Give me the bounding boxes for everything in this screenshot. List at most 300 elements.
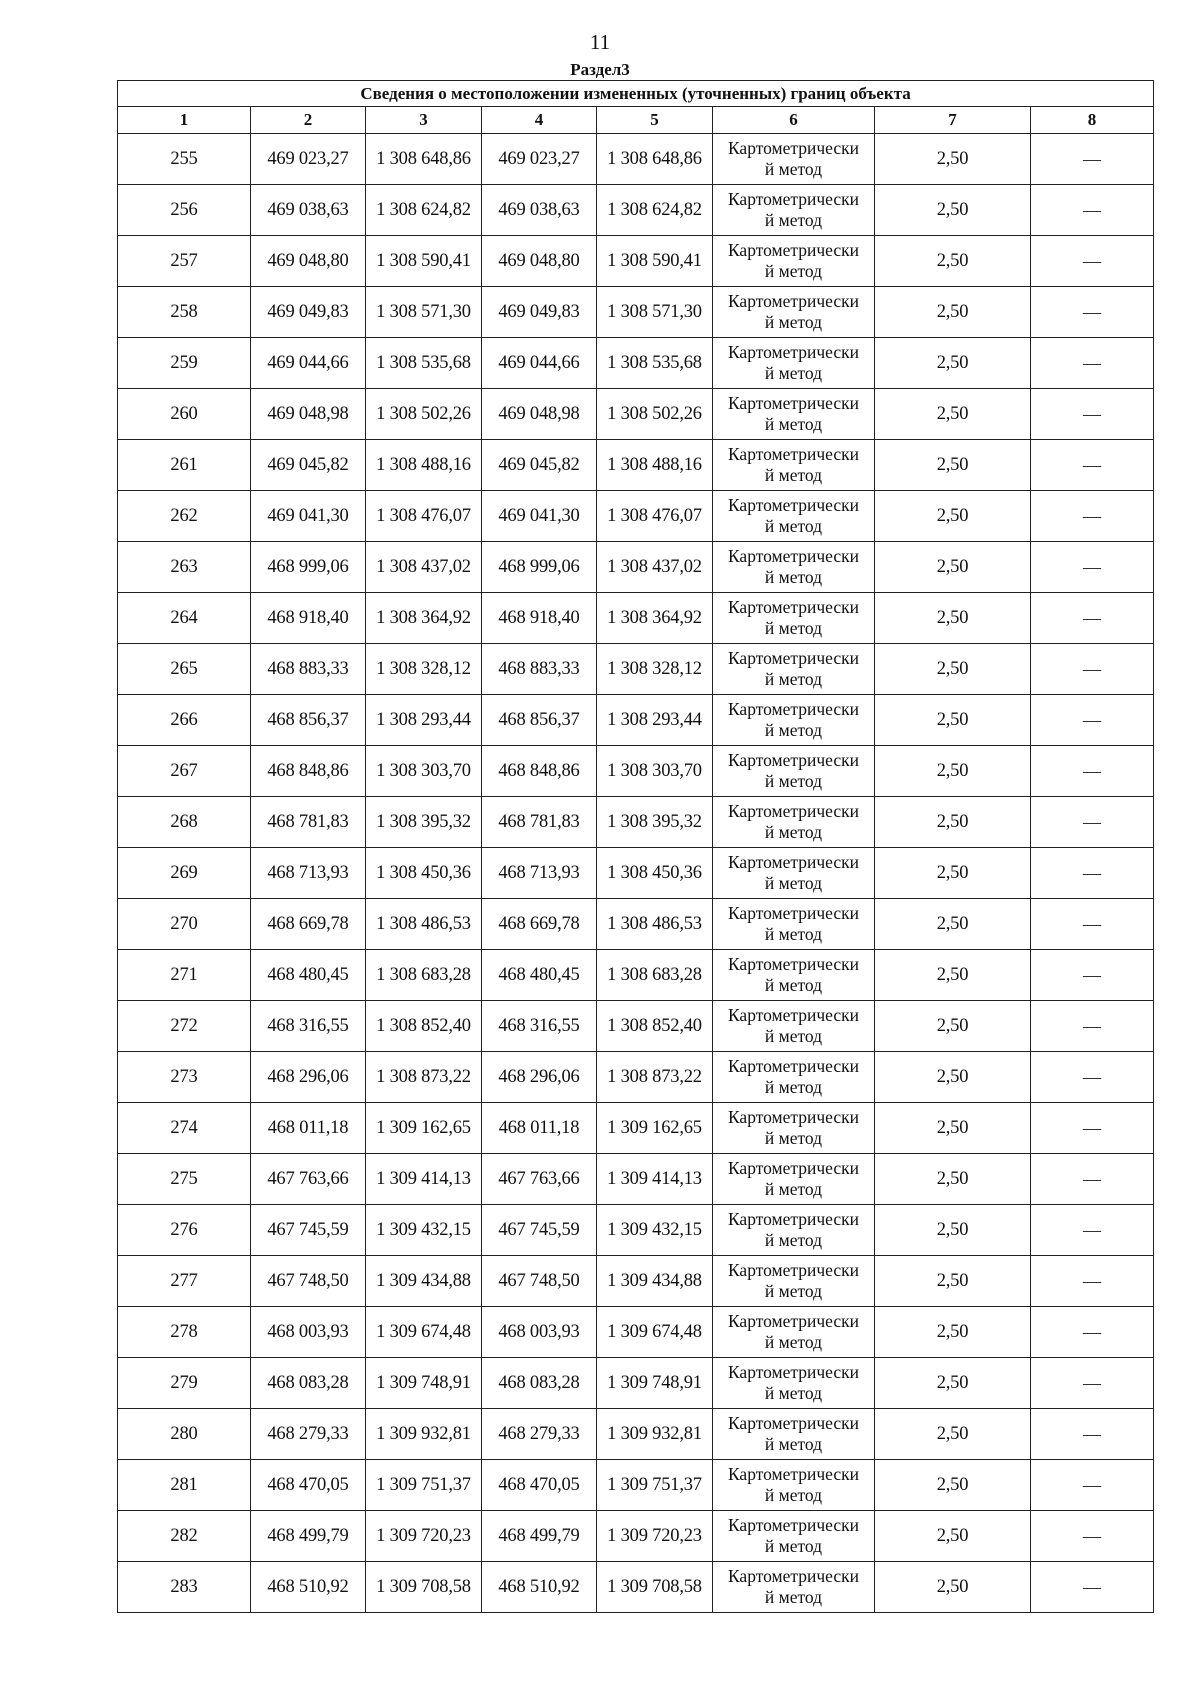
- y-existing-cell: 1 308 488,16: [366, 440, 482, 491]
- x-new-cell: 468 883,33: [482, 644, 597, 695]
- x-existing-cell: 468 510,92: [251, 1562, 366, 1613]
- method-line: й метод: [764, 975, 823, 995]
- table-row: [118, 287, 1154, 338]
- point-number-cell: 259: [118, 338, 251, 389]
- table-row: [118, 797, 1154, 848]
- accuracy-cell: 2,50: [875, 1154, 1031, 1205]
- method-line: Картометрически: [727, 546, 860, 566]
- description-cell: —: [1031, 491, 1154, 542]
- y-existing-cell: 1 309 162,65: [366, 1103, 482, 1154]
- method-line: Картометрически: [727, 495, 860, 515]
- method-line: й метод: [764, 1383, 823, 1403]
- y-existing-cell: 1 308 535,68: [366, 338, 482, 389]
- description-cell: —: [1031, 440, 1154, 491]
- method-line: Картометрически: [727, 903, 860, 923]
- method-cell: [713, 1154, 875, 1205]
- description-cell: —: [1031, 389, 1154, 440]
- method-cell: [713, 899, 875, 950]
- point-number-cell: 271: [118, 950, 251, 1001]
- x-new-cell: 468 499,79: [482, 1511, 597, 1562]
- table-row: [118, 491, 1154, 542]
- table-row: [118, 1205, 1154, 1256]
- y-new-cell: 1 308 873,22: [597, 1052, 713, 1103]
- y-existing-cell: 1 309 932,81: [366, 1409, 482, 1460]
- y-new-cell: 1 309 674,48: [597, 1307, 713, 1358]
- table-row: [118, 1460, 1154, 1511]
- method-line: й метод: [764, 1485, 823, 1505]
- column-number: 7: [875, 107, 1031, 134]
- x-existing-cell: 468 296,06: [251, 1052, 366, 1103]
- description-cell: —: [1031, 1052, 1154, 1103]
- description-cell: —: [1031, 1358, 1154, 1409]
- y-existing-cell: 1 308 571,30: [366, 287, 482, 338]
- x-existing-cell: 469 045,82: [251, 440, 366, 491]
- y-new-cell: 1 309 932,81: [597, 1409, 713, 1460]
- description-cell: —: [1031, 287, 1154, 338]
- accuracy-cell: 2,50: [875, 338, 1031, 389]
- y-new-cell: 1 308 488,16: [597, 440, 713, 491]
- method-cell: [713, 236, 875, 287]
- y-new-cell: 1 308 502,26: [597, 389, 713, 440]
- method-line: Картометрически: [727, 801, 860, 821]
- point-number-cell: 282: [118, 1511, 251, 1562]
- column-number: 4: [482, 107, 597, 134]
- column-number: 6: [713, 107, 875, 134]
- accuracy-cell: 2,50: [875, 593, 1031, 644]
- x-existing-cell: 469 048,80: [251, 236, 366, 287]
- accuracy-cell: 2,50: [875, 542, 1031, 593]
- y-new-cell: 1 308 571,30: [597, 287, 713, 338]
- accuracy-cell: 2,50: [875, 1511, 1031, 1562]
- y-new-cell: 1 309 432,15: [597, 1205, 713, 1256]
- method-line: й метод: [764, 924, 823, 944]
- accuracy-cell: 2,50: [875, 287, 1031, 338]
- description-cell: —: [1031, 1409, 1154, 1460]
- x-existing-cell: 469 044,66: [251, 338, 366, 389]
- x-existing-cell: 468 713,93: [251, 848, 366, 899]
- description-cell: —: [1031, 848, 1154, 899]
- x-existing-cell: 467 748,50: [251, 1256, 366, 1307]
- y-existing-cell: 1 308 624,82: [366, 185, 482, 236]
- method-line: Картометрически: [727, 1005, 860, 1025]
- accuracy-cell: 2,50: [875, 746, 1031, 797]
- y-new-cell: 1 308 293,44: [597, 695, 713, 746]
- method-line: й метод: [764, 669, 823, 689]
- method-line: й метод: [764, 720, 823, 740]
- point-number-cell: 262: [118, 491, 251, 542]
- method-line: Картометрически: [727, 1464, 860, 1484]
- method-cell: [713, 287, 875, 338]
- table-row: [118, 389, 1154, 440]
- method-line: Картометрически: [727, 1362, 860, 1382]
- method-line: й метод: [764, 312, 823, 332]
- method-line: Картометрически: [727, 342, 860, 362]
- table-row: [118, 1562, 1154, 1613]
- method-line: Картометрически: [727, 1107, 860, 1127]
- description-cell: —: [1031, 185, 1154, 236]
- method-cell: [713, 797, 875, 848]
- column-number: 2: [251, 107, 366, 134]
- coordinates-table: [117, 80, 1154, 1613]
- method-line: й метод: [764, 1434, 823, 1454]
- x-existing-cell: 468 781,83: [251, 797, 366, 848]
- column-number: 3: [366, 107, 482, 134]
- table-row: [118, 1307, 1154, 1358]
- accuracy-cell: 2,50: [875, 797, 1031, 848]
- description-cell: —: [1031, 695, 1154, 746]
- point-number-cell: 263: [118, 542, 251, 593]
- method-cell: [713, 542, 875, 593]
- accuracy-cell: 2,50: [875, 1409, 1031, 1460]
- point-number-cell: 261: [118, 440, 251, 491]
- table-body: [118, 134, 1154, 1613]
- method-cell: [713, 1358, 875, 1409]
- x-new-cell: 468 296,06: [482, 1052, 597, 1103]
- accuracy-cell: 2,50: [875, 1460, 1031, 1511]
- method-cell: [713, 491, 875, 542]
- y-existing-cell: 1 308 502,26: [366, 389, 482, 440]
- table-row: [118, 950, 1154, 1001]
- point-number-cell: 283: [118, 1562, 251, 1613]
- x-existing-cell: 468 856,37: [251, 695, 366, 746]
- method-line: й метод: [764, 261, 823, 281]
- description-cell: —: [1031, 899, 1154, 950]
- y-new-cell: 1 309 434,88: [597, 1256, 713, 1307]
- y-existing-cell: 1 309 434,88: [366, 1256, 482, 1307]
- method-cell: [713, 1001, 875, 1052]
- page-number: 11: [589, 30, 611, 54]
- y-new-cell: 1 308 486,53: [597, 899, 713, 950]
- method-cell: [713, 1460, 875, 1511]
- point-number-cell: 272: [118, 1001, 251, 1052]
- method-line: Картометрически: [727, 1056, 860, 1076]
- x-new-cell: 469 048,80: [482, 236, 597, 287]
- method-line: Картометрически: [727, 1311, 860, 1331]
- y-existing-cell: 1 308 303,70: [366, 746, 482, 797]
- method-line: й метод: [764, 822, 823, 842]
- accuracy-cell: 2,50: [875, 440, 1031, 491]
- y-existing-cell: 1 308 437,02: [366, 542, 482, 593]
- description-cell: —: [1031, 1562, 1154, 1613]
- y-existing-cell: 1 309 751,37: [366, 1460, 482, 1511]
- point-number-cell: 266: [118, 695, 251, 746]
- method-line: Картометрически: [727, 1158, 860, 1178]
- table-row: [118, 134, 1154, 185]
- method-line: й метод: [764, 567, 823, 587]
- point-number-cell: 257: [118, 236, 251, 287]
- x-existing-cell: 468 470,05: [251, 1460, 366, 1511]
- description-cell: —: [1031, 338, 1154, 389]
- table-row: [118, 542, 1154, 593]
- x-new-cell: 468 918,40: [482, 593, 597, 644]
- table-row: [118, 1001, 1154, 1052]
- accuracy-cell: 2,50: [875, 1205, 1031, 1256]
- x-existing-cell: 468 480,45: [251, 950, 366, 1001]
- x-new-cell: 468 856,37: [482, 695, 597, 746]
- description-cell: —: [1031, 1511, 1154, 1562]
- x-new-cell: 467 763,66: [482, 1154, 597, 1205]
- accuracy-cell: 2,50: [875, 1562, 1031, 1613]
- x-new-cell: 467 748,50: [482, 1256, 597, 1307]
- y-existing-cell: 1 309 720,23: [366, 1511, 482, 1562]
- table-row: [118, 695, 1154, 746]
- x-existing-cell: 468 883,33: [251, 644, 366, 695]
- point-number-cell: 264: [118, 593, 251, 644]
- y-new-cell: 1 308 328,12: [597, 644, 713, 695]
- accuracy-cell: 2,50: [875, 491, 1031, 542]
- x-new-cell: 469 023,27: [482, 134, 597, 185]
- table-row: [118, 1103, 1154, 1154]
- method-line: Картометрически: [727, 444, 860, 464]
- y-existing-cell: 1 308 476,07: [366, 491, 482, 542]
- x-new-cell: 468 848,86: [482, 746, 597, 797]
- y-new-cell: 1 309 708,58: [597, 1562, 713, 1613]
- method-cell: [713, 1103, 875, 1154]
- method-line: Картометрически: [727, 1413, 860, 1433]
- x-new-cell: 468 083,28: [482, 1358, 597, 1409]
- method-line: й метод: [764, 771, 823, 791]
- accuracy-cell: 2,50: [875, 848, 1031, 899]
- method-cell: [713, 134, 875, 185]
- section-title: Раздел3: [570, 60, 630, 79]
- method-cell: [713, 593, 875, 644]
- y-new-cell: 1 308 535,68: [597, 338, 713, 389]
- point-number-cell: 269: [118, 848, 251, 899]
- accuracy-cell: 2,50: [875, 185, 1031, 236]
- x-existing-cell: 467 745,59: [251, 1205, 366, 1256]
- method-line: й метод: [764, 210, 823, 230]
- point-number-cell: 260: [118, 389, 251, 440]
- method-cell: [713, 1256, 875, 1307]
- x-existing-cell: 469 023,27: [251, 134, 366, 185]
- y-new-cell: 1 309 748,91: [597, 1358, 713, 1409]
- method-cell: [713, 440, 875, 491]
- x-existing-cell: 469 041,30: [251, 491, 366, 542]
- accuracy-cell: 2,50: [875, 1307, 1031, 1358]
- accuracy-cell: 2,50: [875, 134, 1031, 185]
- accuracy-cell: 2,50: [875, 899, 1031, 950]
- x-existing-cell: 468 669,78: [251, 899, 366, 950]
- accuracy-cell: 2,50: [875, 236, 1031, 287]
- accuracy-cell: 2,50: [875, 1358, 1031, 1409]
- table-row: [118, 1358, 1154, 1409]
- method-cell: [713, 695, 875, 746]
- accuracy-cell: 2,50: [875, 1103, 1031, 1154]
- method-line: й метод: [764, 516, 823, 536]
- table-row: [118, 236, 1154, 287]
- x-existing-cell: 468 999,06: [251, 542, 366, 593]
- x-existing-cell: 468 279,33: [251, 1409, 366, 1460]
- point-number-cell: 256: [118, 185, 251, 236]
- y-new-cell: 1 308 648,86: [597, 134, 713, 185]
- point-number-cell: 268: [118, 797, 251, 848]
- x-new-cell: 468 781,83: [482, 797, 597, 848]
- table-row: [118, 644, 1154, 695]
- x-new-cell: 468 003,93: [482, 1307, 597, 1358]
- x-new-cell: 468 316,55: [482, 1001, 597, 1052]
- method-cell: [713, 1307, 875, 1358]
- column-number: 1: [118, 107, 251, 134]
- method-line: Картометрически: [727, 954, 860, 974]
- y-new-cell: 1 308 852,40: [597, 1001, 713, 1052]
- x-new-cell: 468 510,92: [482, 1562, 597, 1613]
- x-existing-cell: 468 848,86: [251, 746, 366, 797]
- x-new-cell: 467 745,59: [482, 1205, 597, 1256]
- description-cell: —: [1031, 1103, 1154, 1154]
- method-cell: [713, 389, 875, 440]
- x-existing-cell: 468 011,18: [251, 1103, 366, 1154]
- y-existing-cell: 1 309 748,91: [366, 1358, 482, 1409]
- x-new-cell: 469 044,66: [482, 338, 597, 389]
- description-cell: —: [1031, 542, 1154, 593]
- x-new-cell: 468 669,78: [482, 899, 597, 950]
- y-existing-cell: 1 308 852,40: [366, 1001, 482, 1052]
- y-new-cell: 1 308 395,32: [597, 797, 713, 848]
- method-line: й метод: [764, 1536, 823, 1556]
- method-line: Картометрически: [727, 1515, 860, 1535]
- accuracy-cell: 2,50: [875, 950, 1031, 1001]
- method-cell: [713, 185, 875, 236]
- y-existing-cell: 1 308 486,53: [366, 899, 482, 950]
- accuracy-cell: 2,50: [875, 644, 1031, 695]
- method-cell: [713, 644, 875, 695]
- method-line: Картометрически: [727, 750, 860, 770]
- x-new-cell: 469 045,82: [482, 440, 597, 491]
- x-existing-cell: 468 316,55: [251, 1001, 366, 1052]
- y-new-cell: 1 309 162,65: [597, 1103, 713, 1154]
- accuracy-cell: 2,50: [875, 695, 1031, 746]
- description-cell: —: [1031, 644, 1154, 695]
- point-number-cell: 270: [118, 899, 251, 950]
- description-cell: —: [1031, 1154, 1154, 1205]
- x-new-cell: 468 999,06: [482, 542, 597, 593]
- y-existing-cell: 1 308 328,12: [366, 644, 482, 695]
- y-new-cell: 1 309 414,13: [597, 1154, 713, 1205]
- y-existing-cell: 1 308 590,41: [366, 236, 482, 287]
- table-row: [118, 1409, 1154, 1460]
- x-existing-cell: 468 499,79: [251, 1511, 366, 1562]
- method-line: Картометрически: [727, 393, 860, 413]
- table-caption: Сведения о местоположении измененных (уточненных) границ объекта: [118, 81, 1154, 107]
- method-cell: [713, 746, 875, 797]
- x-new-cell: 469 048,98: [482, 389, 597, 440]
- table-row: [118, 1154, 1154, 1205]
- method-line: й метод: [764, 618, 823, 638]
- description-cell: —: [1031, 746, 1154, 797]
- method-line: й метод: [764, 1026, 823, 1046]
- y-existing-cell: 1 308 395,32: [366, 797, 482, 848]
- method-line: Картометрически: [727, 597, 860, 617]
- y-new-cell: 1 308 303,70: [597, 746, 713, 797]
- method-cell: [713, 1205, 875, 1256]
- method-cell: [713, 1511, 875, 1562]
- description-cell: —: [1031, 950, 1154, 1001]
- method-line: Картометрически: [727, 852, 860, 872]
- point-number-cell: 278: [118, 1307, 251, 1358]
- method-cell: [713, 1409, 875, 1460]
- accuracy-cell: 2,50: [875, 1052, 1031, 1103]
- x-new-cell: 468 480,45: [482, 950, 597, 1001]
- column-number: 5: [597, 107, 713, 134]
- method-line: й метод: [764, 1332, 823, 1352]
- method-line: й метод: [764, 465, 823, 485]
- x-new-cell: 468 011,18: [482, 1103, 597, 1154]
- table-row: [118, 848, 1154, 899]
- y-existing-cell: 1 309 674,48: [366, 1307, 482, 1358]
- method-line: Картометрически: [727, 1260, 860, 1280]
- method-line: й метод: [764, 1128, 823, 1148]
- method-cell: [713, 848, 875, 899]
- point-number-cell: 281: [118, 1460, 251, 1511]
- description-cell: —: [1031, 797, 1154, 848]
- x-new-cell: 469 049,83: [482, 287, 597, 338]
- description-cell: —: [1031, 1307, 1154, 1358]
- method-line: й метод: [764, 1077, 823, 1097]
- description-cell: —: [1031, 1256, 1154, 1307]
- description-cell: —: [1031, 593, 1154, 644]
- description-cell: —: [1031, 134, 1154, 185]
- description-cell: —: [1031, 1205, 1154, 1256]
- method-cell: [713, 1052, 875, 1103]
- accuracy-cell: 2,50: [875, 1001, 1031, 1052]
- column-number: 8: [1031, 107, 1154, 134]
- method-cell: [713, 338, 875, 389]
- x-existing-cell: 468 918,40: [251, 593, 366, 644]
- point-number-cell: 267: [118, 746, 251, 797]
- point-number-cell: 265: [118, 644, 251, 695]
- method-line: Картометрически: [727, 138, 860, 158]
- y-existing-cell: 1 309 708,58: [366, 1562, 482, 1613]
- table-row: [118, 899, 1154, 950]
- y-new-cell: 1 308 364,92: [597, 593, 713, 644]
- point-number-cell: 276: [118, 1205, 251, 1256]
- y-new-cell: 1 308 683,28: [597, 950, 713, 1001]
- description-cell: —: [1031, 1460, 1154, 1511]
- y-new-cell: 1 309 751,37: [597, 1460, 713, 1511]
- y-existing-cell: 1 308 450,36: [366, 848, 482, 899]
- method-line: й метод: [764, 1230, 823, 1250]
- point-number-cell: 280: [118, 1409, 251, 1460]
- method-line: й метод: [764, 159, 823, 179]
- x-existing-cell: 467 763,66: [251, 1154, 366, 1205]
- point-number-cell: 273: [118, 1052, 251, 1103]
- point-number-cell: 279: [118, 1358, 251, 1409]
- method-line: Картометрически: [727, 648, 860, 668]
- table-row: [118, 338, 1154, 389]
- method-line: й метод: [764, 1281, 823, 1301]
- method-line: Картометрически: [727, 189, 860, 209]
- x-new-cell: 468 470,05: [482, 1460, 597, 1511]
- y-existing-cell: 1 308 873,22: [366, 1052, 482, 1103]
- x-new-cell: 469 038,63: [482, 185, 597, 236]
- method-line: й метод: [764, 1587, 823, 1607]
- y-new-cell: 1 309 720,23: [597, 1511, 713, 1562]
- table-row: [118, 1052, 1154, 1103]
- y-new-cell: 1 308 590,41: [597, 236, 713, 287]
- method-line: й метод: [764, 414, 823, 434]
- y-existing-cell: 1 309 432,15: [366, 1205, 482, 1256]
- x-existing-cell: 469 038,63: [251, 185, 366, 236]
- x-existing-cell: 468 003,93: [251, 1307, 366, 1358]
- method-cell: [713, 1562, 875, 1613]
- x-new-cell: 469 041,30: [482, 491, 597, 542]
- x-new-cell: 468 713,93: [482, 848, 597, 899]
- method-line: Картометрически: [727, 1209, 860, 1229]
- description-cell: —: [1031, 236, 1154, 287]
- table-row: [118, 1256, 1154, 1307]
- y-existing-cell: 1 308 364,92: [366, 593, 482, 644]
- point-number-cell: 275: [118, 1154, 251, 1205]
